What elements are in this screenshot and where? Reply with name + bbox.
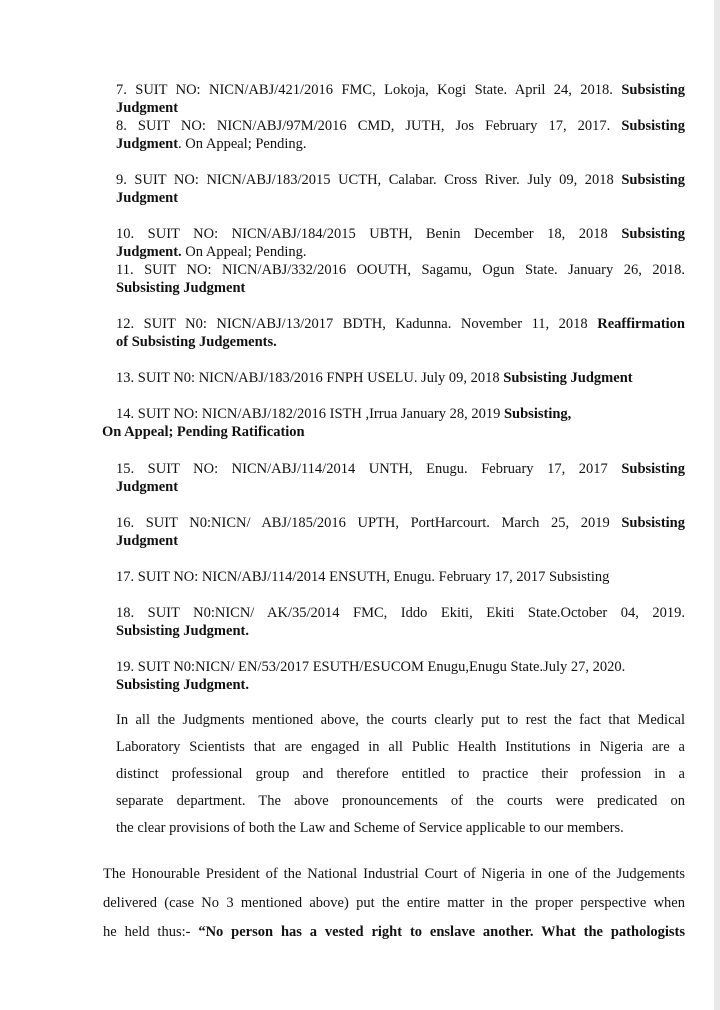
list-item: [116, 514, 685, 550]
page-edge: [714, 0, 720, 1010]
list-item: [102, 405, 685, 441]
item-line: 17. SUIT NO: NICN/ABJ/114/2014 ENSUTH, Enugu. February 17, 2017 Subsisting: [116, 569, 610, 585]
item-line-continued: Judgment. On Appeal; Pending.: [116, 136, 307, 152]
item-line-continued: On Appeal; Pending Ratification: [102, 424, 305, 440]
president-quote-paragraph: The Honourable President of the National Industrial Court of Nigeria in one of the Judgements delivered (case No 3 mentioned above) put the entire matter in the proper perspective when he held thus:- “No person has a vested right to enslave another. What the pathologists: [103, 860, 685, 947]
list-item: [116, 171, 685, 207]
item-line: 15. SUIT NO: NICN/ABJ/114/2014 UNTH, Enugu. February 17, 2017 Subsisting: [116, 461, 685, 477]
item-line: 13. SUIT N0: NICN/ABJ/183/2016 FNPH USELU. July 09, 2018 Subsisting Judgment: [116, 370, 633, 386]
item-line: 12. SUIT N0: NICN/ABJ/13/2017 BDTH, Kadunna. November 11, 2018 Reaffirmation: [116, 316, 685, 332]
list-item: [116, 568, 685, 586]
list-item: [116, 658, 685, 694]
item-line-continued: of Subsisting Judgements.: [116, 334, 277, 350]
item-line-continued: Judgment: [116, 533, 179, 549]
item-line-continued: Subsisting Judgment: [116, 280, 246, 296]
summary-paragraph: In all the Judgments mentioned above, the courts clearly put to rest the fact that Medical Laboratory Scientists that are engaged in all Public Health Institutions in Nigeria are a distinct professional group and therefore entitled to practice their profession in a separate department. The above pronouncements of the courts were predicated on the clear provisions of both the Law and Scheme of Service applicable to our members.: [116, 712, 685, 836]
list-item: [116, 369, 685, 387]
quote-line: he held thus:- “No person has a vested right to enslave another. What the pathologists: [103, 924, 685, 940]
item-line: 16. SUIT N0:NICN/ ABJ/185/2016 UPTH, PortHarcourt. March 25, 2019 Subsisting: [116, 515, 685, 531]
list-item: [116, 460, 685, 496]
item-line: 19. SUIT N0:NICN/ EN/53/2017 ESUTH/ESUCOM Enugu,Enugu State.July 27, 2020.: [116, 659, 626, 675]
list-item: [116, 604, 685, 640]
item-line-continued: Subsisting Judgment.: [116, 677, 249, 693]
list-item: [116, 261, 685, 297]
item-line: 7. SUIT NO: NICN/ABJ/421/2016 FMC, Lokoja, Kogi State. April 24, 2018. Subsisting: [116, 82, 685, 98]
item-line-continued: Judgment. On Appeal; Pending.: [116, 244, 307, 260]
list-item: [116, 315, 685, 351]
item-line: 18. SUIT N0:NICN/ AK/35/2014 FMC, Iddo Ekiti, Ekiti State.October 04, 2019.: [116, 605, 685, 621]
list-item: [116, 117, 685, 153]
list-item: [116, 225, 685, 261]
item-line: 9. SUIT NO: NICN/ABJ/183/2015 UCTH, Calabar. Cross River. July 09, 2018 Subsisting: [116, 172, 685, 188]
item-line-continued: Judgment: [116, 479, 179, 495]
item-line-continued: Judgment: [116, 190, 179, 206]
item-line: 11. SUIT NO: NICN/ABJ/332/2016 OOUTH, Sagamu, Ogun State. January 26, 2018.: [116, 262, 685, 278]
item-line-continued: Subsisting Judgment.: [116, 623, 249, 639]
list-item: [116, 81, 685, 117]
item-line-continued: Judgment: [116, 100, 179, 116]
item-line: 10. SUIT NO: NICN/ABJ/184/2015 UBTH, Benin December 18, 2018 Subsisting: [116, 226, 685, 242]
item-line: 14. SUIT NO: NICN/ABJ/182/2016 ISTH ,Irrua January 28, 2019 Subsisting,: [116, 406, 572, 422]
item-line: 8. SUIT NO: NICN/ABJ/97M/2016 CMD, JUTH, Jos February 17, 2017. Subsisting: [116, 118, 685, 134]
